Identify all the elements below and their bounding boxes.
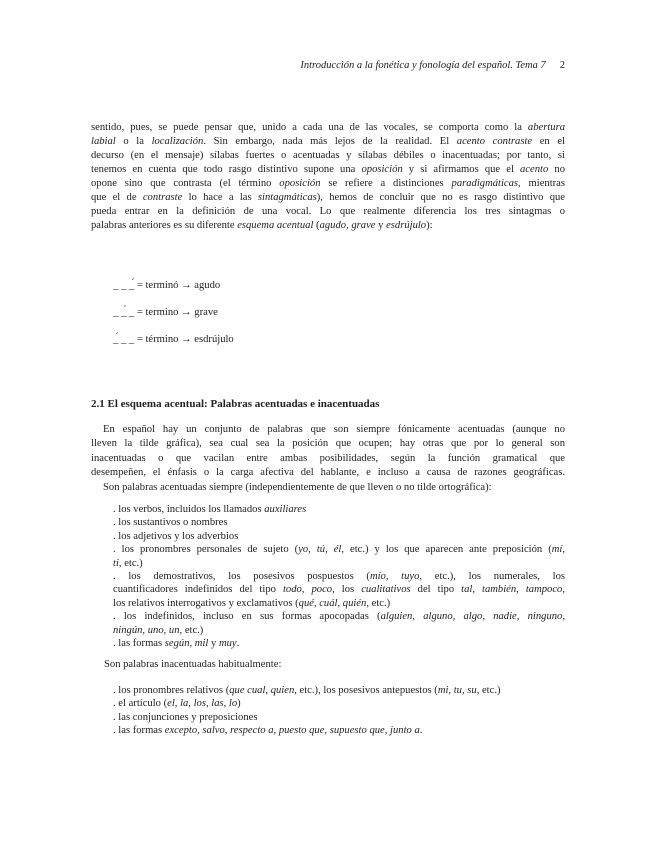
intro-line: tenemos en cuenta que todo rasgo distintivo supone una oposición y si afirmamos que el acento no (91, 164, 565, 175)
list-item-continuation: ti, etc.) (113, 557, 143, 569)
list-item: . los adjetivos y los adverbios (113, 530, 239, 542)
section-heading: 2.1 El esquema acentual: Palabras acentuadas e inacentuadas (91, 398, 380, 410)
intro-line: opone sino que contrasta (el término oposición se refiere a distinciones paradigmáticas, mientras (91, 178, 566, 189)
list-item-continuation: los relativos interrogativos y exclamativos (qué, cuál, quién, etc.) (113, 597, 391, 609)
list-item: . los verbos, incluidos los llamados auxiliares (113, 504, 307, 515)
section-line: inacentuadas o que vacilan entre ambas posibilidades, según la función gramatical que (91, 452, 565, 464)
intro-line: palabras anteriores es su diferente esquema acentual (agudo, grave y esdrújulo): (91, 220, 433, 231)
page-number: 2 (559, 60, 565, 71)
stress-pattern-agudo: _ _ _́ = terminó → agudo (113, 280, 221, 291)
list-item-continuation: ningún, uno, un, etc.) (113, 624, 204, 636)
intro-paragraph (91, 121, 565, 233)
section-line: lleven la tilde gráfica), sea cual sea la posición que ocupen; hay otras que por lo general son (91, 438, 565, 450)
list-item-continuation: cuantificadores indefinidos del tipo todo, poco, los cualitativos del tipo tal, también, tampoco, (113, 584, 566, 596)
list-item: . los sustantivos o nombres (113, 517, 228, 529)
running-header (300, 60, 565, 71)
intro-line: pueda entrar en la definición de una vocal. Lo que realmente diferencia los tres sintagmas o (91, 206, 565, 217)
section-line: En español hay un conjunto de palabras que son siempre fónicamente acentuadas (aunque no (103, 424, 565, 435)
list-item: . las formas excepto, salvo, respecto a, puesto que, supuesto que, junto a. (113, 725, 423, 737)
stress-pattern-grave: _ _́ _ = termino → grave (113, 307, 218, 318)
list-item: . los pronombres relativos (que cual, quien, etc.), los posesivos antepuestos (mi, tu, su, etc.) (113, 685, 501, 696)
section-line: desempeñen, el énfasis o la carga afectiva del hablante, e incluso a causa de razones geográficas. (91, 467, 565, 479)
list-item: . las formas según, mil y muy. (113, 638, 240, 650)
list-item: . el artículo (el, la, los, las, lo) (113, 698, 241, 710)
list-item: . los indefinidos, incluso en sus formas apocopadas (alguien, alguno, algo, nadie, ninguno, (113, 611, 565, 623)
list-item: . los pronombres personales de sujeto (yo, tú, él, etc.) y los que aparecen ante preposición (mí, (113, 544, 565, 556)
accented-list (113, 503, 565, 650)
intro-line: sentido, pues, se puede pensar que, unido a cada una de las vocales, se comporta como la abertura (91, 122, 565, 133)
list-item: . los demostrativos, los posesivos pospuestos (mío, tuyo, etc.), los numerales, los (113, 571, 565, 583)
intro-line: que el de contraste lo hace a las sintagmáticas), hemos de concluir que no es rasgo distintivo que (91, 192, 565, 203)
unaccented-list (113, 684, 565, 738)
intro-line: labial o la localización. Sin embargo, nada más lejos de la realidad. El acento contraste en el (91, 136, 565, 147)
section-paragraph (91, 423, 565, 495)
intro-line: decurso (en el mensaje) sílabas fuertes o acentuadas y sílabas débiles o inacentuadas; por tanto, si (91, 150, 565, 161)
stress-pattern-esdrujulo: _́ _ _ = término → esdrújulo (113, 334, 234, 345)
unaccented-intro: Son palabras inacentuadas habitualmente: (104, 659, 282, 670)
section-line: Son palabras acentuadas siempre (independientemente de que lleven o no tilde ortográfica): (103, 481, 492, 493)
header-title: Introducción a la fonética y fonología del español. Tema 7 (300, 60, 546, 71)
list-item: . las conjunciones y preposiciones (113, 711, 258, 723)
